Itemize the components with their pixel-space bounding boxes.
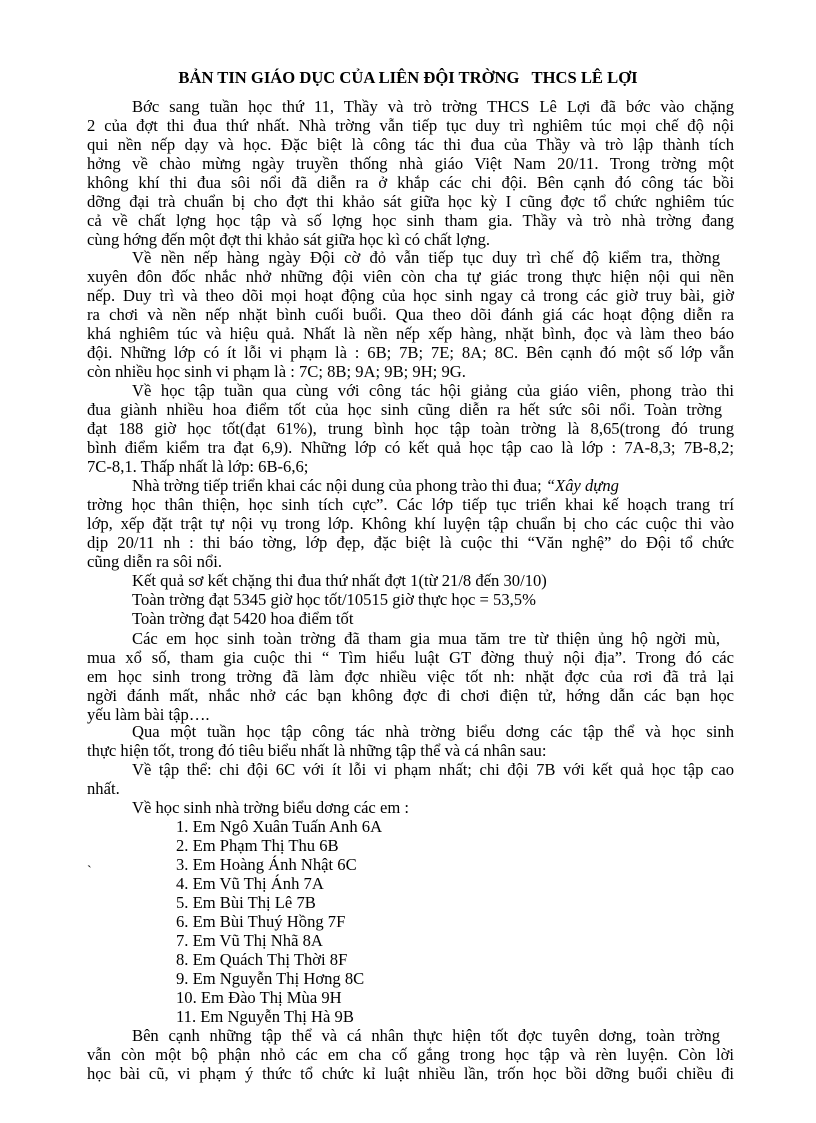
text-line: cũng diễn ra sôi nổi. xyxy=(87,552,223,571)
text-line: không khí thi đua sôi nổi đã diễn ra ở khắp các chi đội. Bên cạnh đó công tác bồi xyxy=(87,173,734,192)
list-item: 5. Em Bùi Thị Lê 7B xyxy=(176,893,316,912)
text-line: học bài cũ, vi phạm ý thức tổ chức kỉ luật nhiều lần, trốn học bồi dỡng buổi chiều đi xyxy=(87,1064,734,1083)
text-line: còn nhiều học sinh vi phạm là : 7C; 8B; 9A; 9B; 9H; 9G. xyxy=(87,362,466,381)
text-line: hởng về chào mừng ngày truyền thống nhà giáo Việt Nam 20/11. Trong trờng một xyxy=(87,154,734,173)
text-line: thực hiện tốt, trong đó tiêu biểu nhất là những tập thể và cá nhân sau: xyxy=(87,741,547,760)
list-item: 10. Em Đào Thị Mùa 9H xyxy=(176,988,342,1007)
text-line: em học sinh trong trờng đã làm đợc nhiều việc tốt nh: nhặt đợc của rơi đã trả lại xyxy=(87,667,734,686)
text-line: 2 của đợt thi đua thứ nhất. Nhà trờng vẫn tiếp tục duy trì nghiêm túc mọi chế độ nội xyxy=(87,116,734,135)
text-line: nếp. Duy trì và theo dõi mọi hoạt động của học sinh ngay cả trong các giờ truy bài, giờ xyxy=(87,286,734,305)
list-item: 6. Em Bùi Thuý Hồng 7F xyxy=(176,912,346,931)
text-line: nhất. xyxy=(87,779,120,798)
list-item: 4. Em Vũ Thị Ánh 7A xyxy=(176,874,324,893)
text-line: dỡng đại trà chuẩn bị cho đợt thi khảo sát giữa học kỳ I cũng đợc tổ chức nghiêm túc xyxy=(87,192,734,211)
list-item: 8. Em Quách Thị Thời 8F xyxy=(176,950,348,969)
text-line: dịp 20/11 nh : thi báo tờng, lớp đẹp, đặc biệt là cuộc thi “Văn nghệ” do Đội tổ chức xyxy=(87,533,734,552)
text-line: Về học sinh nhà trờng biểu dơng các em : xyxy=(132,798,409,817)
text-line: bình điểm kiểm tra đạt 6,9). Những lớp có kết quả học tập cao là lớp : 7A-8,3; 7B-8,2; xyxy=(87,438,734,457)
text-line: ra chơi và nền nếp nhặt bình cuối buổi. Qua theo dõi đánh giá các hoạt động diễn ra xyxy=(87,305,734,324)
text-line: 7C-8,1. Thấp nhất là lớp: 6B-6,6; xyxy=(87,457,309,476)
text-line: Qua một tuần học tập công tác nhà trờng biểu dơng các tập thể và học sinh xyxy=(132,722,734,741)
text-line: cả về chất lợng học tập và số lợng học sinh tham gia. Thầy và trò nhà trờng đang xyxy=(87,211,734,230)
page-title: BẢN TIN GIÁO DỤC CỦA LIÊN ĐỘI TRỜNG THCS LÊ LỢI xyxy=(178,68,638,87)
text-line: Toàn trờng đạt 5345 giờ học tốt/10515 giờ thực học = 53,5% xyxy=(132,590,536,609)
text-line: mua xổ số, tham gia cuộc thi “ Tìm hiểu luật GT đờng thuỷ nội địa”. Trong đó các xyxy=(87,648,734,667)
text-line: trờng học thân thiện, học sinh tích cực”. Các lớp tiếp tục triển khai kế hoạch trang trí xyxy=(87,495,734,514)
text-line: Kết quả sơ kết chặng thi đua thứ nhất đợt 1(từ 21/8 đến 30/10) xyxy=(132,571,547,590)
text-line: đua giành nhiều hoa điểm tốt của học sinh cũng diễn ra hết sức sôi nổi. Toàn trờng xyxy=(87,400,722,419)
stray-mark: ` xyxy=(87,864,92,879)
list-item: 1. Em Ngô Xuân Tuấn Anh 6A xyxy=(176,817,383,836)
italic-quote: “Xây dựng xyxy=(545,476,619,495)
text-line: qui nền nếp dạy và học. Đặc biệt là công tác thi đua của Thầy và trò lập thành tích xyxy=(87,135,734,154)
list-item: 11. Em Nguyễn Thị Hà 9B xyxy=(176,1007,354,1026)
text-line: Toàn trờng đạt 5420 hoa điểm tốt xyxy=(132,609,354,628)
list-item: 3. Em Hoàng Ánh Nhật 6C xyxy=(176,855,357,874)
text-line: vẫn còn một bộ phận nhỏ các em cha cố gắng trong học tập và rèn luyện. Còn lời xyxy=(87,1045,734,1064)
text-line: khá nghiêm túc và hiệu quả. Nhất là nền nếp xếp hàng, nhặt bình, đọc và làm theo báo xyxy=(87,324,734,343)
text-line: Bên cạnh những tập thể và cá nhân thực hiện tốt đợc tuyên dơng, toàn trờng xyxy=(132,1026,720,1045)
text-line: ngời đánh mất, nhắc nhở các bạn không đợc đi chơi điện tử, hớng dẫn các bạn học xyxy=(87,686,734,705)
text-run: Nhà trờng tiếp triển khai các nội dung của phong trào thi đua; xyxy=(132,476,546,495)
list-item: 7. Em Vũ Thị Nhã 8A xyxy=(176,931,323,950)
text-line: lớp, xếp đặt trật tự nội vụ trong lớp. Không khí luyện tập chuẩn bị cho các cuộc thi vào xyxy=(87,514,734,533)
text-line: đội. Những lớp có ít lỗi vi phạm là : 6B; 7B; 7E; 8A; 8C. Bên cạnh đó một số lớp vẫn xyxy=(87,343,734,362)
text-line: Về học tập tuần qua cùng với công tác hội giảng của giáo viên, phong trào thi xyxy=(132,381,734,400)
text-line: đạt 188 giờ học tốt(đạt 61%), trung bình học tập toàn trờng là 8,65(trong đó trung xyxy=(87,419,734,438)
list-item: 9. Em Nguyễn Thị Hơng 8C xyxy=(176,969,365,988)
text-line: Các em học sinh toàn trờng đã tham gia mua tăm tre từ thiện ủng hộ ngời mù, xyxy=(132,629,720,648)
text-line: xuyên đôn đốc nhắc nhở những đội viên còn cha tự giác trong thực hiện nội qui nền xyxy=(87,267,734,286)
text-line: yếu làm bài tập…. xyxy=(87,705,210,724)
list-item: 2. Em Phạm Thị Thu 6B xyxy=(176,836,339,855)
text-line: Về nền nếp hàng ngày Đội cờ đỏ vẫn tiếp tục duy trì chế độ kiểm tra, thờng xyxy=(132,248,720,267)
text-line xyxy=(132,476,734,495)
text-line: Bớc sang tuần học thứ 11, Thầy và trò trờng THCS Lê Lợi đã bớc vào chặng xyxy=(132,97,734,116)
text-line: Về tập thể: chi đội 6C với ít lỗi vi phạm nhất; chi đội 7B với kết quả học tập cao xyxy=(132,760,734,779)
text-line: cùng hớng đến một đợt thi khảo sát giữa học kì có chất lợng. xyxy=(87,230,491,249)
